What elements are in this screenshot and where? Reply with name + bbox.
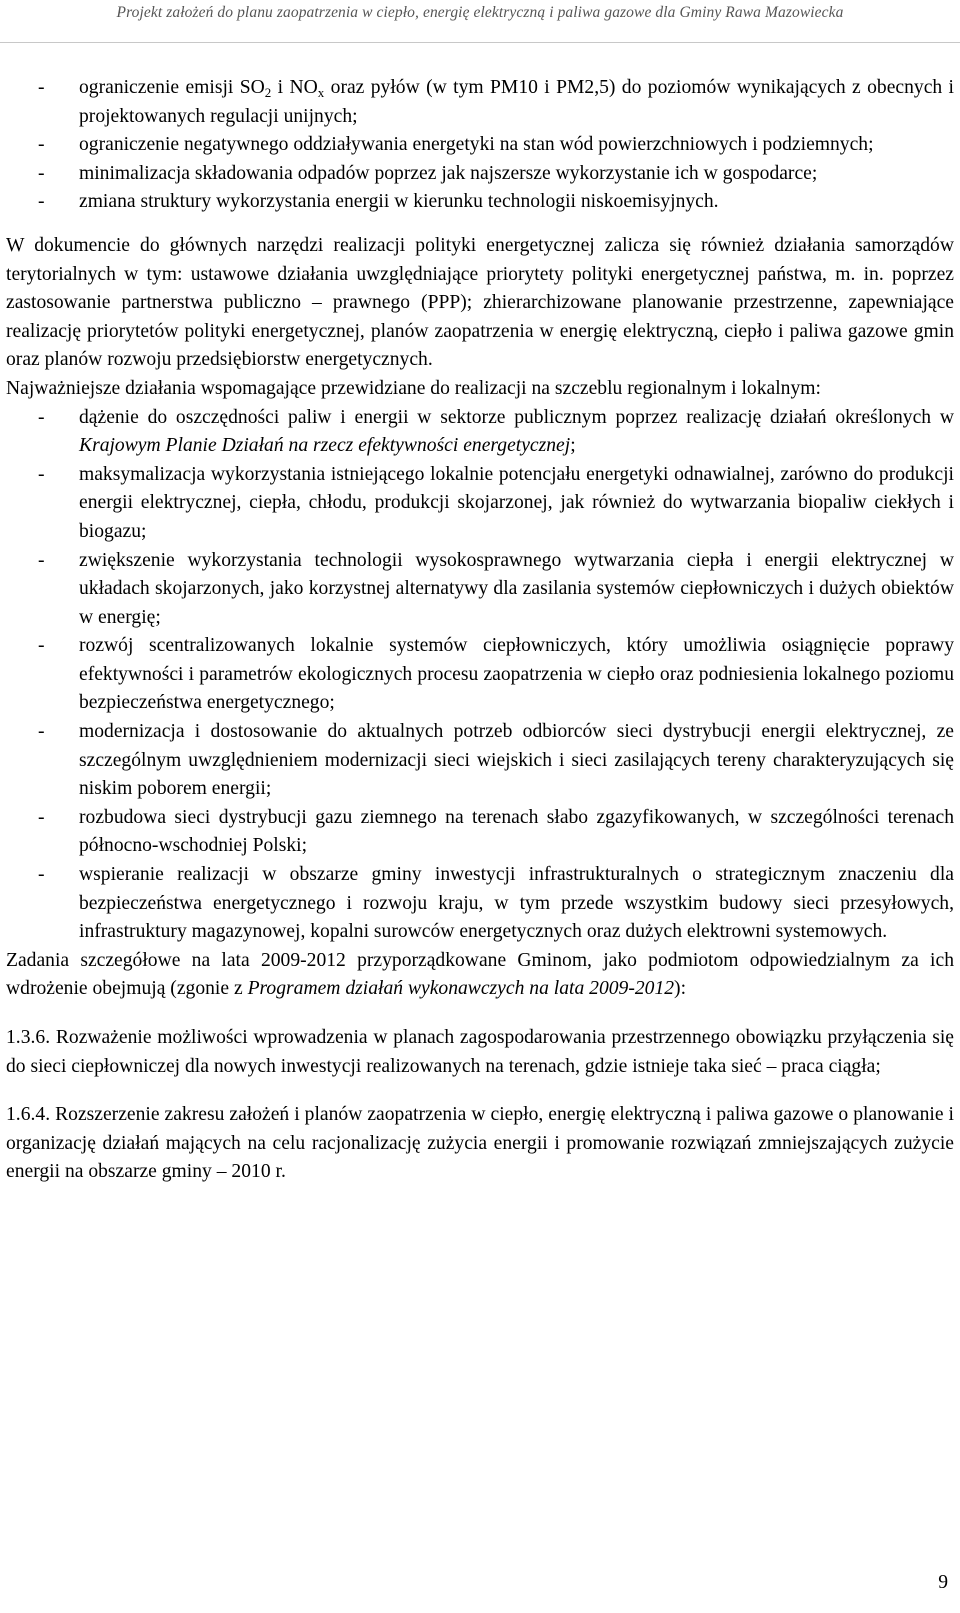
task-1-6-4: 1.6.4. Rozszerzenie zakresu założeń i planów zaopatrzenia w ciepło, energię elektryczną i paliwa gazowe o planowanie i organizację działań mających na celu racjonalizację zużycia energii i promowanie rozwiązań zmniejszających zużycie energii na obszarze gminy – 2010 r. bbox=[6, 1104, 954, 1183]
list-item: - zwiększenie wykorzystania technologii wysokosprawnego wytwarzania ciepła i energii elektrycznej w układach skojarzonych, jako korzystnej alternatywy dla zasilania systemów ciepłowniczych i dużych obiektów w energię; bbox=[6, 547, 954, 633]
list-item: - maksymalizacja wykorzystania istniejącego lokalnie potencjału energetyki odnawialnej, zarówno do produkcji energii elektrycznej, ciepła, chłodu, produkcji skojarzonej, jak również do wytwarzania biopaliw ciekłych i biogazu; bbox=[6, 461, 954, 547]
list-item: - dążenie do oszczędności paliw i energii w sektorze publicznym poprzez realizację działań określonych w Krajowym Planie Działań na rzecz efektywności energetycznej; bbox=[6, 404, 954, 461]
dash-marker: - bbox=[38, 864, 45, 886]
italic-title: Programem działań wykonawczych na lata 2009-2012 bbox=[247, 978, 675, 1000]
header-divider bbox=[0, 42, 960, 43]
subscript: x bbox=[317, 85, 325, 100]
task-1-3-6: 1.3.6. Rozważenie możliwości wprowadzenia w planach zagospodarowania przestrzennego obowiązku przyłączenia się do sieci ciepłowniczej dla nowych inwestycji realizowanych na terenach, gdzie istnieje taka sieć – praca ciągła; bbox=[6, 1027, 954, 1077]
dash-marker: - bbox=[38, 721, 45, 743]
list-item: - rozbudowa sieci dystrybucji gazu ziemnego na terenach słabo zgazyfikowanych, w szczególności terenach północno-wschodniej Polski; bbox=[6, 804, 954, 861]
dash-marker: - bbox=[38, 406, 45, 428]
list-item: - zmiana struktury wykorzystania energii w kierunku technologii niskoemisyjnych. bbox=[6, 188, 954, 217]
dash-marker: - bbox=[38, 806, 45, 828]
dash-marker: - bbox=[38, 463, 45, 485]
italic-title: Krajowym Planie Działań na rzecz efektywności energetycznej bbox=[79, 435, 571, 457]
list-item: - ograniczenie emisji $SO_2$ i $NO_x$ oraz pyłów (w tym PM10 i PM2,5) do poziomów wynikających z obecnych i projektowanych regulacji unijnych; bbox=[6, 74, 954, 131]
list-item: - rozwój scentralizowanych lokalnie systemów ciepłowniczych, który umożliwia osiągnięcie poprawy efektywności i parametrów ekologicznych procesu zaopatrzenia w ciepło oraz podniesienia lokalnego poziomu bezpieczeństwa energetycznego; bbox=[6, 632, 954, 718]
spacer bbox=[6, 1081, 954, 1101]
list-item: - modernizacja i dostosowanie do aktualnych potrzeb odbiorców sieci dystrybucji energii elektrycznej, ze szczególnym uwzględnieniem modernizacji sieci wiejskich i sieci zasilających tereny charakteryzujących się niskim poborem energii; bbox=[6, 718, 954, 804]
paragraph-tools: W dokumencie do głównych narzędzi realizacji polityki energetycznej zalicza się również działania samorządów terytorialnych w tym: ustawowe działania uwzględniające priorytety polityki energetycznej państwa, m. in. poprzez zastosowanie partnerstwa publiczno – prawnego (PPP); zhierarchizowane planowanie przestrzenne, zapewniające realizację priorytetów polityki energetycznej, planów zaopatrzenia w energię elektryczną, ciepło i paliwa gazowe gmin oraz planów rozwoju przedsiębiorstw energetycznych. bbox=[6, 234, 954, 371]
paragraph-tasks: Zadania szczegółowe na lata 2009-2012 przyporządkowane Gminom, jako podmiotom odpowiedzialnym za ich wdrożenie obejmują (zgonie z Programem działań wykonawczych na lata 2009-2012): bbox=[6, 949, 954, 1000]
dash-marker: - bbox=[38, 635, 45, 657]
list-item: - wspieranie realizacji w obszarze gminy inwestycji infrastrukturalnych o strategicznym znaczeniu dla bezpieczeństwa energetycznego i rozwoju kraju, w tym przede wszystkim budowy sieci przesyłowych, infrastruktury magazynowej, kopalni surowców energetycznych oraz dużych elektrowni systemowych. bbox=[6, 861, 954, 947]
spacer bbox=[6, 1004, 954, 1024]
dash-marker: - bbox=[38, 191, 45, 213]
environment-goals-list bbox=[6, 74, 954, 217]
dash-marker: - bbox=[38, 162, 45, 184]
page-body bbox=[6, 74, 954, 1187]
paragraph-actions-intro: Najważniejsze działania wspomagające przewidziane do realizacji na szczeblu regionalnym i lokalnym: bbox=[6, 377, 821, 399]
subscript: 2 bbox=[264, 85, 272, 100]
page-number: 9 bbox=[938, 1572, 948, 1593]
supporting-actions-list bbox=[6, 404, 954, 947]
dash-marker: - bbox=[38, 134, 45, 156]
running-header: Projekt założeń do planu zaopatrzenia w ciepło, energię elektryczną i paliwa gazowe dla Gminy Rawa Mazowiecka bbox=[116, 4, 844, 21]
list-item: - minimalizacja składowania odpadów poprzez jak najszersze wykorzystanie ich w gospodarce; bbox=[6, 160, 954, 189]
list-item: - ograniczenie negatywnego oddziaływania energetyki na stan wód powierzchniowych i podziemnych; bbox=[6, 131, 954, 160]
dash-marker: - bbox=[38, 549, 45, 571]
dash-marker: - bbox=[38, 77, 45, 98]
